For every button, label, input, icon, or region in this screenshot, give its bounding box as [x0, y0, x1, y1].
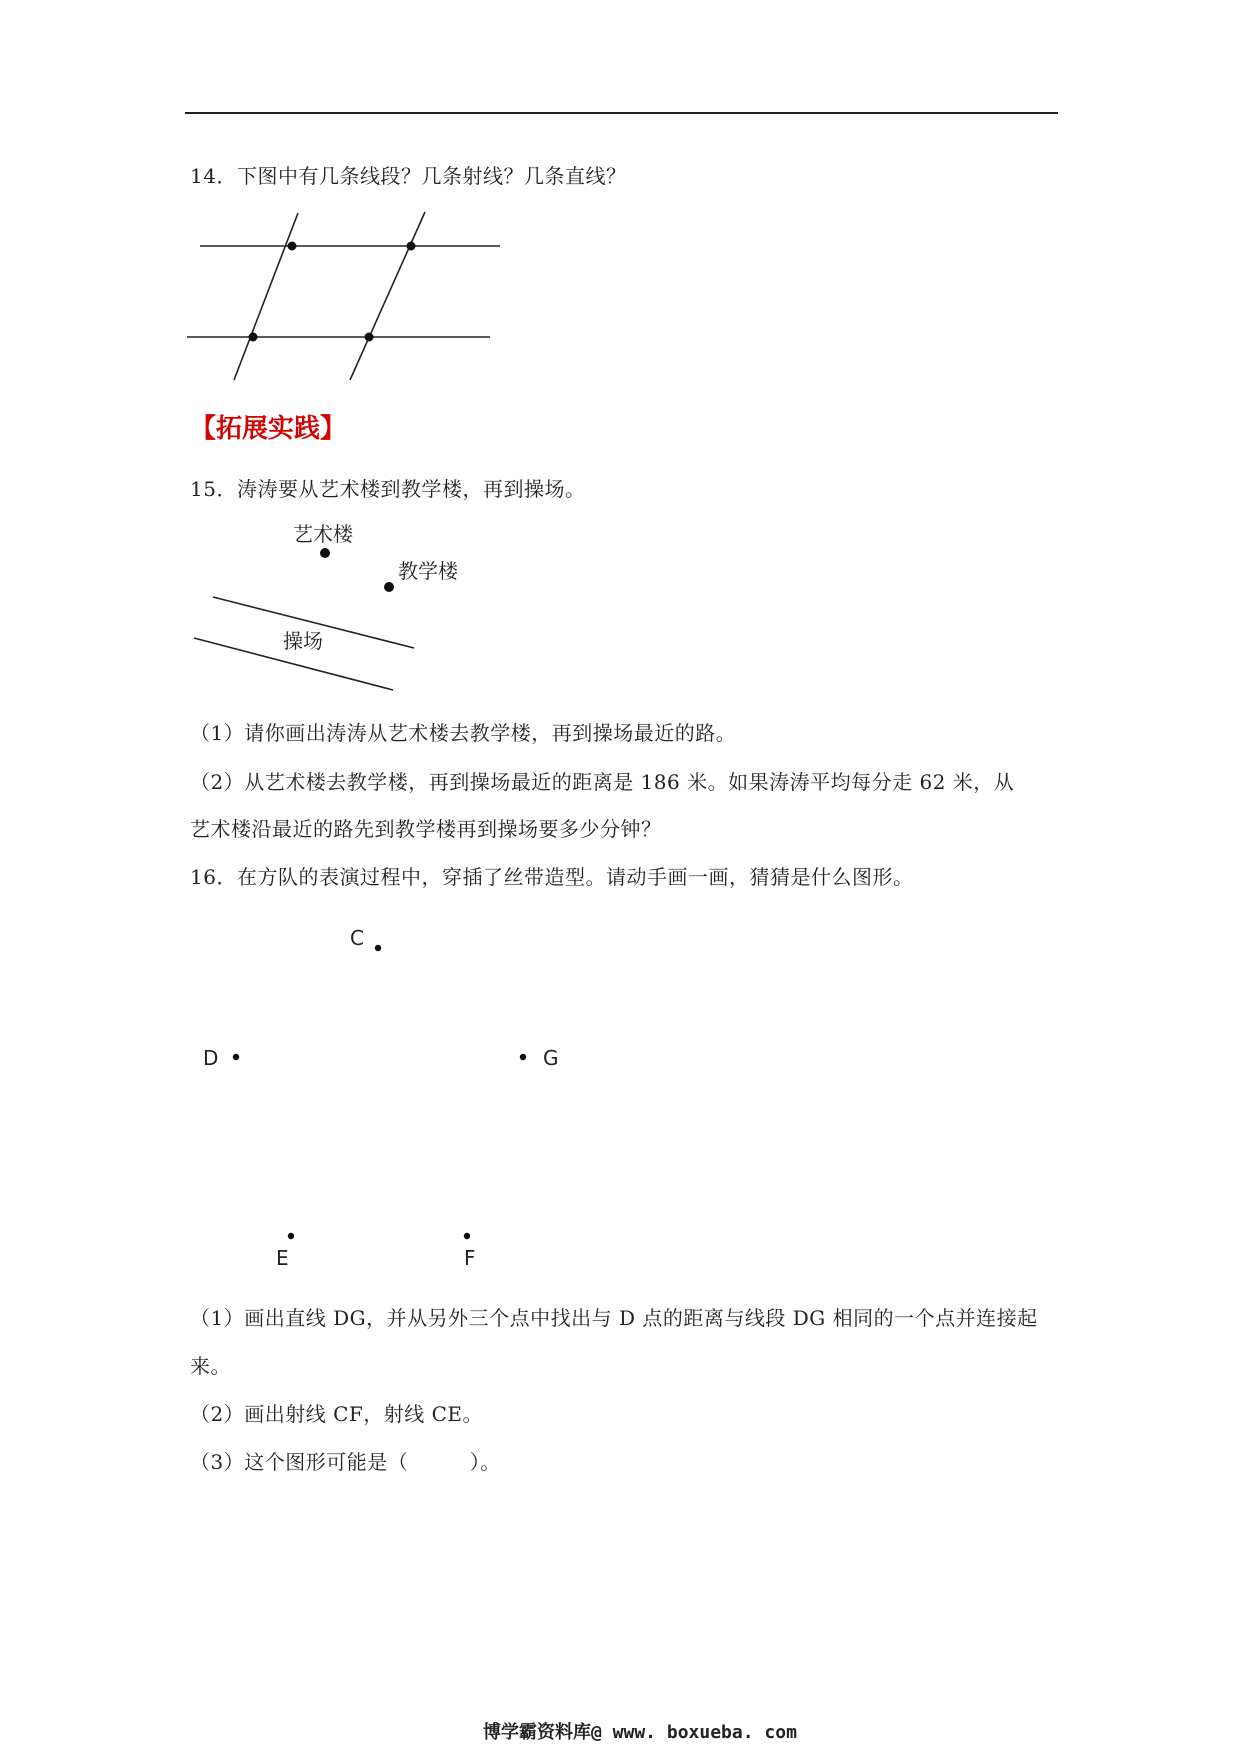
q15-field-label: 操场	[283, 629, 323, 653]
q15-sub2-line2: 艺术楼沿最近的路先到教学楼再到操场要多少分钟？	[190, 817, 662, 841]
q15-art-building-label: 艺术楼	[293, 522, 353, 546]
q16-label-g: G	[543, 1046, 559, 1070]
q15-teaching-building-label: 教学楼	[398, 559, 458, 583]
q16-sub1-line2: 来。	[190, 1354, 231, 1378]
q16-sub1-line1: （1）画出直线 DG，并从另外三个点中找出与 D 点的距离与线段 DG 相同的一个点并连接起	[190, 1306, 1038, 1330]
q14-point	[288, 242, 297, 251]
q16-point-g	[520, 1054, 526, 1060]
q15-question: 15．涛涛要从艺术楼到教学楼，再到操场。	[190, 477, 586, 501]
footer-watermark: 博学霸资料库@ www. boxueba. com	[483, 1722, 797, 1743]
q14-left-slant-line	[234, 213, 298, 380]
q16-label-f: F	[464, 1246, 476, 1270]
q16-point-c	[375, 945, 381, 951]
q14-point	[407, 242, 416, 251]
q16-question: 16．在方队的表演过程中，穿插了丝带造型。请动手画一画，猜猜是什么图形。	[190, 865, 914, 889]
q14-right-slant-line	[350, 212, 425, 380]
q16-label-e: E	[276, 1246, 289, 1270]
q15-teaching-building-point	[384, 582, 394, 592]
q15-art-building-point	[320, 548, 330, 558]
q14-question: 14．下图中有几条线段？几条射线？几条直线？	[190, 164, 627, 188]
q15-sub1: （1）请你画出涛涛从艺术楼去教学楼，再到操场最近的路。	[190, 721, 737, 745]
q16-point-d	[233, 1054, 239, 1060]
q14-point	[365, 333, 374, 342]
q16-sub3: （3）这个图形可能是（ ）。	[190, 1450, 501, 1474]
q16-sub2: （2）画出射线 CF，射线 CE。	[190, 1402, 484, 1426]
q16-point-f	[464, 1233, 470, 1239]
q16-point-e	[288, 1233, 294, 1239]
section-title: 【拓展实践】	[190, 414, 347, 444]
q14-point	[249, 333, 258, 342]
q16-label-c: C	[350, 926, 364, 950]
q16-label-d: D	[203, 1046, 219, 1070]
q15-sub2-line1: （2）从艺术楼去教学楼，再到操场最近的距离是 186 米。如果涛涛平均每分走 62 米，从	[190, 770, 1015, 794]
